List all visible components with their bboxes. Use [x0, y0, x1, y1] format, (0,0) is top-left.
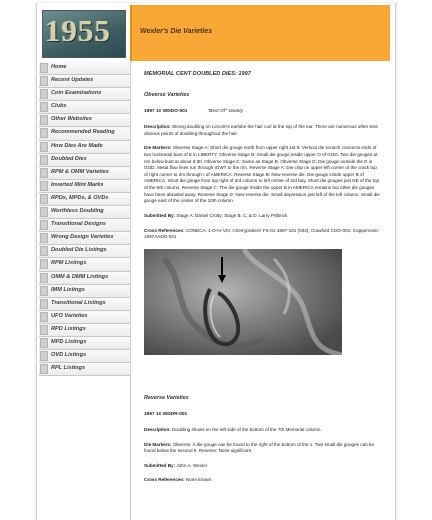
submitted-label: Submitted By:: [144, 462, 176, 468]
sidebar-item-rpl-listings[interactable]: [39, 363, 130, 376]
sidebar-item-clubs[interactable]: [39, 101, 130, 114]
nav-bullet-icon: [40, 115, 48, 125]
nav-bullet-icon: [40, 312, 48, 322]
sidebar-item-label: Doubled Die Listings: [51, 247, 107, 254]
submitted-label: Submitted By:: [144, 213, 176, 219]
nav-bullet-icon: [40, 76, 48, 86]
obverse-entry-number: 1997 1¢ WDDO-001: [144, 108, 188, 114]
nav-bullet-icon: [40, 286, 48, 296]
site-logo[interactable]: [42, 10, 126, 58]
reverse-description: [144, 427, 380, 434]
obverse-heading: Obverse Varieties: [144, 92, 190, 99]
best-of-tag: "Best Of" Variety: [207, 108, 243, 114]
obverse-die-markers: [144, 145, 380, 205]
sidebar-item-label: Worthless Doubling: [51, 208, 104, 215]
coin-ear-photo: [144, 249, 342, 355]
sidebar-item-omm-dmm-listings[interactable]: [39, 272, 130, 285]
sidebar-item-label: How Dies Are Made: [51, 142, 103, 149]
sidebar-item-label: Wrong Design Varieties: [51, 234, 114, 241]
sidebar-item-wrong-design-varieties[interactable]: [39, 232, 130, 245]
die-markers-label: Die Markers:: [144, 145, 172, 151]
obverse-submitted: [144, 213, 380, 220]
nav-bullet-icon: [40, 233, 48, 243]
nav-bullet-icon: [40, 220, 48, 230]
cross-references-label: Cross References:: [144, 477, 185, 483]
sidebar-item-mpd-listings[interactable]: [39, 337, 130, 350]
reverse-cross-references: [144, 477, 380, 484]
nav-bullet-icon: [40, 338, 48, 348]
nav-bullet-icon: [40, 155, 48, 165]
nav-bullet-icon: [40, 259, 48, 269]
header-banner: [130, 5, 390, 61]
sidebar-item-ufo-varieties[interactable]: [39, 311, 130, 324]
reverse-heading: Reverse Varieties: [144, 395, 189, 402]
sidebar-item-label: Recent Updates: [51, 77, 94, 84]
sidebar-item-label: RPDs, MPDs, & OVDs: [51, 194, 109, 201]
submitted-text: John A. Wexler: [176, 462, 208, 468]
sidebar-item-label: Inverted Mint Marks: [51, 181, 104, 188]
sidebar-item-recommended-reading[interactable]: [39, 127, 130, 140]
die-markers-label: Die Markers:: [144, 441, 172, 447]
sidebar-item-label: Transitional Listings: [51, 299, 106, 306]
die-markers-text: Obverse: A die gouge can be found to the right of the bottom of the 1. Two small die gouges can be found below the second 9. Reverse: None significant.: [144, 441, 375, 454]
nav-bullet-icon: [40, 142, 48, 152]
main-content: [144, 70, 380, 492]
sidebar-item-label: Home: [51, 64, 67, 70]
nav-bullet-icon: [40, 351, 48, 361]
sidebar-item-label: Coin Examinations: [51, 90, 102, 97]
sidebar-item-label: RPL Listings: [51, 365, 86, 372]
sidebar-item-doubled-dies[interactable]: [39, 154, 130, 167]
nav-bullet-icon: [40, 299, 48, 309]
sidebar-item-label: IMM Listings: [51, 286, 85, 293]
sidebar-item-ovd-listings[interactable]: [39, 350, 130, 363]
sidebar-item-label: Other Websites: [51, 116, 92, 123]
sidebar-item-recent-updates[interactable]: [39, 75, 130, 88]
nav-bullet-icon: [40, 181, 48, 191]
coin-closeup-image[interactable]: [144, 249, 342, 355]
sidebar-item-label: Recommended Reading: [51, 129, 115, 136]
cross-references-label: Cross References:: [144, 227, 185, 233]
reverse-entry-id: [144, 412, 380, 419]
reverse-entry-number: 1997 1¢ WDDR-001: [144, 411, 188, 417]
sidebar-item-coin-examinations[interactable]: [39, 88, 130, 101]
nav-bullet-icon: [40, 128, 48, 138]
sidebar-item-doubled-die-listings[interactable]: [39, 245, 130, 258]
nav-bullet-icon: [40, 246, 48, 256]
description-label: Description:: [144, 426, 171, 432]
sidebar-item-label: OMM & DMM Listings: [51, 273, 109, 280]
nav-bullet-icon: [40, 63, 48, 73]
description-label: Description:: [144, 123, 171, 129]
nav-bullet-icon: [40, 364, 48, 374]
sidebar-item-rpds-mpds-ovds[interactable]: [39, 193, 130, 206]
sidebar-item-label: OVD Listings: [51, 352, 87, 359]
sidebar-item-label: MPD Listings: [51, 338, 87, 345]
sidebar-item-label: RPM & OMM Varieties: [51, 168, 109, 175]
site-title: Wexler's Die Varieties: [140, 28, 213, 35]
sidebar-divider: [130, 62, 131, 520]
sidebar-item-rpm-omm-varieties[interactable]: [39, 167, 130, 180]
submitted-text: Stage A: Daniel Crotty; Stage B, C, & D: Larry Prilbrick: [176, 213, 288, 219]
nav-bullet-icon: [40, 325, 48, 335]
sidebar-item-label: Clubs: [51, 103, 67, 110]
cross-references-text: None known: [185, 477, 212, 483]
obverse-description: [144, 124, 380, 137]
reverse-submitted: [144, 463, 380, 470]
sidebar-item-label: RPM Listings: [51, 260, 87, 267]
sidebar-item-label: RPD Listings: [51, 325, 86, 332]
sidebar-item-rpd-listings[interactable]: [39, 324, 130, 337]
sidebar-item-label: Doubled Dies: [51, 155, 87, 162]
obverse-entry-id: [144, 109, 380, 116]
sidebar-item-transitional-listings[interactable]: [39, 298, 130, 311]
nav-bullet-icon: [40, 89, 48, 99]
nav-bullet-icon: [40, 207, 48, 217]
nav-bullet-icon: [40, 102, 48, 112]
sidebar-item-home[interactable]: [39, 62, 130, 75]
reverse-die-markers: [144, 442, 380, 455]
nav-bullet-icon: [40, 168, 48, 178]
cross-references-text: CONECA: 1-O-IV-VIII; Cherrypickers' FS-01-1997-101 (032); Crawford CDO-001; Coppervonic 1997AADO-001: [144, 227, 379, 240]
page-title: MEMORIAL CENT DOUBLED DIES: 1997: [144, 71, 251, 77]
sidebar-item-label: Transitional Designs: [51, 221, 106, 228]
sidebar-item-imm-listings[interactable]: [39, 285, 130, 298]
description-text: Doubling shows on the left side of the bottom of the 7th Memorial column.: [172, 426, 322, 432]
obverse-cross-references: [144, 228, 380, 241]
sidebar-item-rpm-listings[interactable]: [39, 258, 130, 271]
sidebar-item-how-dies-are-made[interactable]: [39, 141, 130, 154]
sidebar-item-label: UFO Varieties: [51, 312, 88, 319]
nav-bullet-icon: [40, 194, 48, 204]
sidebar-item-worthless-doubling[interactable]: [39, 206, 130, 219]
sidebar-item-other-websites[interactable]: [39, 114, 130, 127]
nav-bullet-icon: [40, 273, 48, 283]
sidebar-item-transitional-designs[interactable]: [39, 219, 130, 232]
logo-year: 1955: [45, 13, 111, 48]
die-markers-text: Obverse Stage A: Short die gouge north from upper right 1st 9. Vertical die scratch connects ends of two horizontal bars of E in LIBERTY. Obverse Stage B: Small die gouge inside upper O of GOD. Two die gouges at rim below bust at about 6:30. Obverse Stage C: Same as Stage B. Obverse Stage D: Die gouge outside the D in GOD. Metal flow lines run through IGWT to the rim. Reverse Stage A: Die chip on upper left corner of the crack top of right corner to rim through I of AMERICA. Reverse Stage B: New reverse die. Die gouge inside upper B of AMERICA. Short die gouge from top right of 3rd column to left center of 3rd bay. Short die gouges just NE of the top of the 6th column. Reverse Stage C: The die gouge inside the upper B in AMERICA remains but other die gouges have been abraded away. Reverse Stage D: New reverse die. Small depression just left of the left column. Small die gouge east of the center of the 10th column.: [144, 145, 380, 204]
description-text: Strong doubling on Lincoln's earlobe the hair curl at the top of the ear. There are numerous other less obvious points of doubling throughout the hair.: [144, 123, 378, 136]
sidebar-item-inverted-mint-marks[interactable]: [39, 180, 130, 193]
sidebar-nav: [39, 62, 130, 376]
